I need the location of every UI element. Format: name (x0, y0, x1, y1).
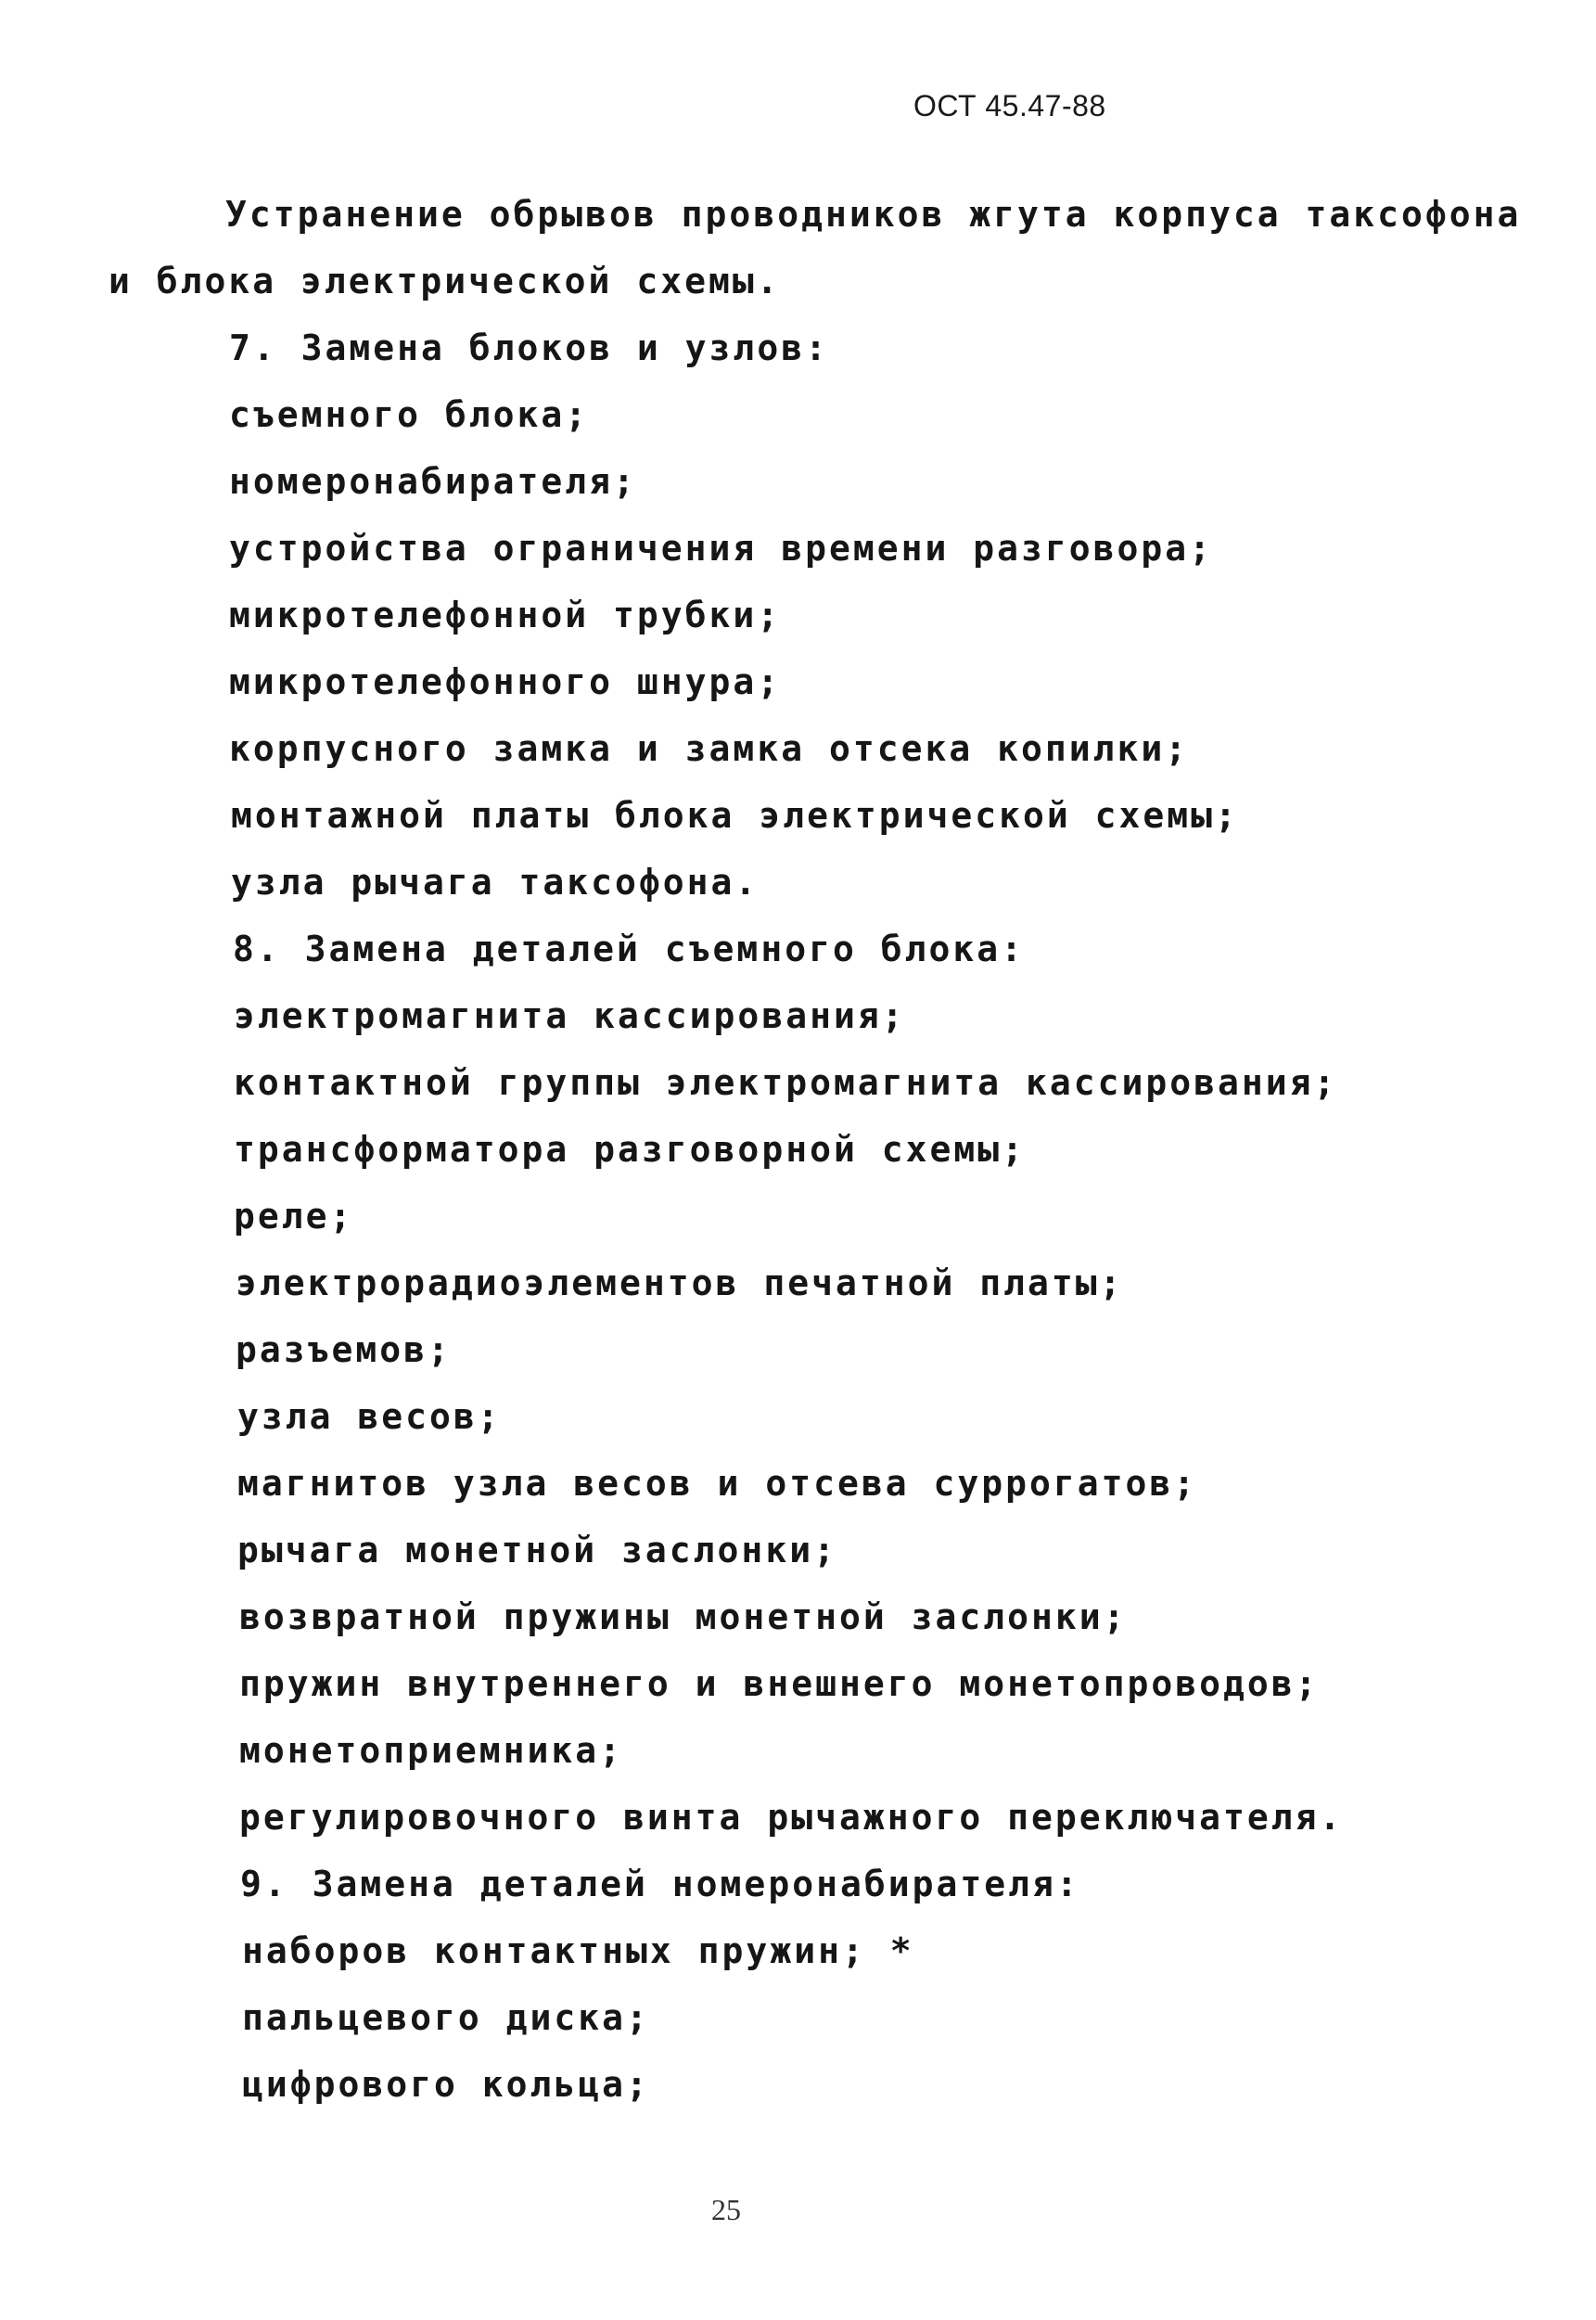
list-item: контактной группы электромагнита кассирования; (234, 1062, 1338, 1103)
list-item: номеронабирателя; (229, 461, 637, 502)
list-item: магнитов узла весов и отсева суррогатов; (237, 1463, 1198, 1504)
list-item: устройства ограничения времени разговора; (229, 528, 1213, 569)
list-item: рычага монетной заслонки; (237, 1530, 837, 1570)
list-item: трансформатора разговорной схемы; (234, 1129, 1026, 1170)
list-item: узла рычага таксофона. (231, 862, 760, 903)
list-item: микротелефонной трубки; (229, 595, 782, 635)
list-item: разъемов; (236, 1329, 452, 1370)
section-heading-7: 7. Замена блоков и узлов: (229, 327, 829, 368)
list-item: съемного блока; (229, 394, 590, 435)
list-item: регулировочного винта рычажного переключателя. (239, 1797, 1344, 1838)
list-item: микротелефонного шнура; (229, 661, 782, 702)
section-heading-8: 8. Замена деталей съемного блока: (233, 929, 1025, 969)
page-number: 25 (711, 2193, 741, 2226)
list-item: наборов контактных пружин; * (242, 1930, 914, 1971)
list-item: реле; (234, 1196, 354, 1237)
list-item: монтажной платы блока электрической схемы; (231, 795, 1239, 836)
list-item: электромагнита кассирования; (234, 995, 906, 1036)
section-heading-9: 9. Замена деталей номеронабирателя: (240, 1864, 1080, 1904)
text-line: и блока электрической схемы. (109, 261, 781, 301)
list-item: монетоприемника; (239, 1730, 624, 1771)
list-item: корпусного замка и замка отсека копилки; (229, 728, 1190, 769)
list-item: возвратной пружины монетной заслонки; (239, 1596, 1128, 1637)
text-line: Устранение обрывов проводников жгута корпуса таксофона (225, 194, 1522, 235)
list-item: электрорадиоэлементов печатной платы; (236, 1263, 1124, 1303)
list-item: пальцевого диска; (242, 1997, 650, 2038)
list-item: узла весов; (237, 1396, 502, 1437)
list-item: пружин внутреннего и внешнего монетопроводов; (239, 1663, 1320, 1704)
document-code-header: ОСТ 45.47-88 (913, 89, 1106, 122)
list-item: цифрового кольца; (242, 2064, 650, 2105)
